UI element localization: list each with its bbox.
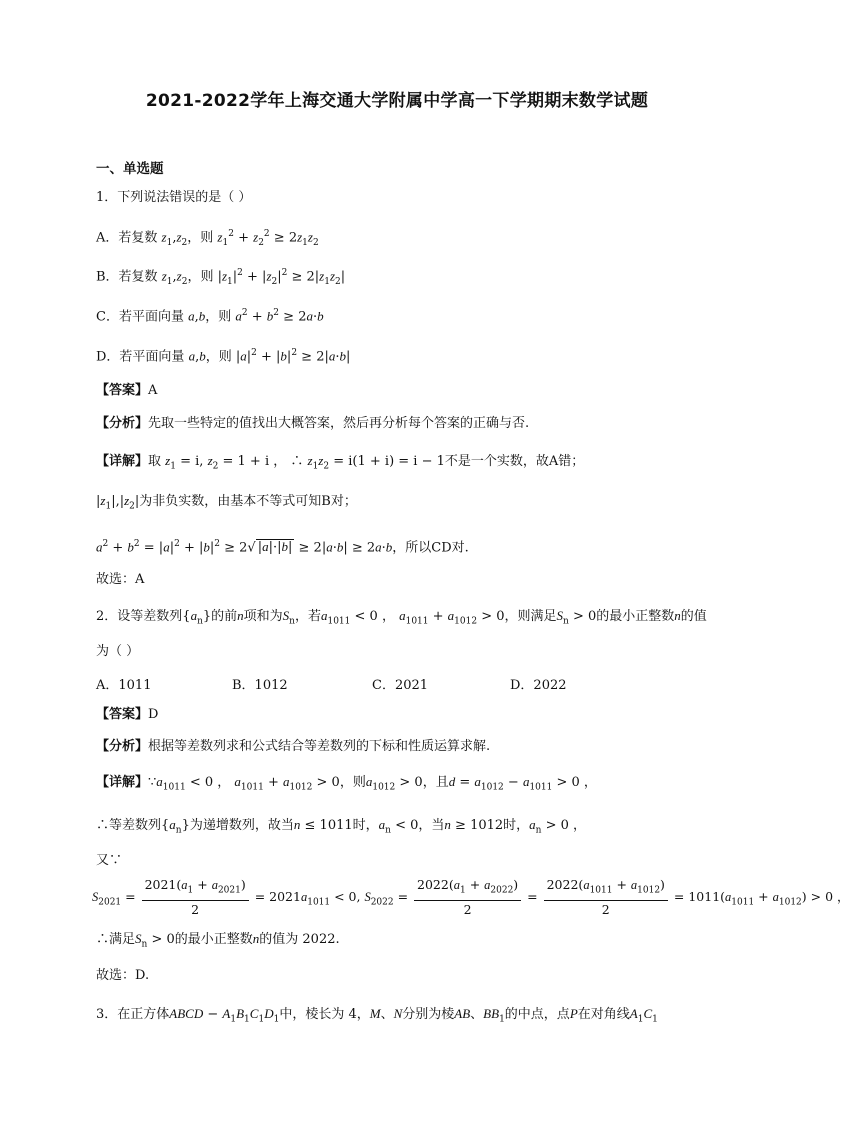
q3-stem: 3．在正方体ABCD − $A_1B_1C_1D_1$中，棱长为 4，M、N分别为棱AB、$BB_1$的中点，点P在对角线$A_1C_1$: [96, 1006, 658, 1025]
q2-stem: 2．设等差数列$\{a_n\}$的前n项和为$S_n$，若$a_{1011} < 0$ ， $a_{1011} + a_{1012} > 0$，则满足$S_n > 0$的最小正整数n的值: [96, 608, 707, 627]
q1-option-b: B．若复数 $z_1,z_2$，则 $|z_1|^2 + |z_2|^2 \ge 2|z_1z_2|$: [96, 268, 346, 287]
section-heading: 一、单选题: [96, 161, 164, 177]
page-title: 2021-2022学年上海交通大学附属中学高一下学期期末数学试题: [145, 91, 649, 111]
q1-answer: 【答案】A: [96, 383, 158, 398]
q2-option-d: D．2022: [510, 678, 567, 693]
q2-analysis: 【分析】根据等差数列求和公式结合等差数列的下标和性质运算求解.: [96, 739, 491, 754]
q1-detail-1: 【详解】取 $z_1 = i$, $z_2 = 1 + i$ ， ∴ $z_1z_2 = i(1 + i) = i - 1$不是一个实数，故A错；: [96, 453, 585, 472]
q2-conclusion: 故选：D.: [96, 968, 150, 983]
q1-conclusion: 故选：A: [96, 572, 145, 587]
q2-option-b: B．1012: [232, 678, 288, 693]
q1-analysis: 【分析】先取一些特定的值找出大概答案，然后再分析每个答案的正确与否.: [96, 416, 530, 431]
q1-option-c: C．若平面向量 a,b，则 $a^2 + b^2 \ge 2a\cdot b$: [96, 308, 324, 325]
q2-sum-formula: $S_{2021}$ = $\frac{2021(a_1 + a_{2021})}{2}$ = $2021a_{1011} < 0$, $S_{2022}$ = $\frac{2022(a_1 + a_{2022})}{2}$ = $\frac{2022(a_{1011} + a_{1012})}{2}$ = $1011(a_{1011} + a_{1012}) > 0$ ，: [92, 877, 850, 917]
q1-option-d: D．若平面向量 a,b，则 $|a|^2 + |b|^2 \ge 2|a\cdot b|$: [96, 348, 351, 365]
q2-detail-5: ∴满足$S_n > 0$的最小正整数n的值为 2022.: [96, 931, 340, 950]
q2-option-a: A．1011: [96, 678, 152, 693]
q2-detail-2: ∴等差数列$\{a_n\}$为递增数列，故当n ≤ 1011时，$a_n < 0$，当n ≥ 1012时，$a_n > 0$ ，: [96, 817, 587, 836]
q1-option-a: A．若复数 $z_1,z_2$，则 $z_1^2 + z_2^2 \ge 2z_1z_2$: [96, 229, 319, 248]
q2-stem-cont: 为（ ）: [96, 644, 140, 659]
q2-option-c: C．2021: [372, 678, 429, 693]
q1-stem: 1．下列说法错误的是（ ）: [96, 190, 252, 205]
q1-detail-3: $a^2 + b^2 = |a|^2 + |b|^2 \ge 2√$ |a|·|b| ≥ 2|a·b| ≥ 2a·b，所以CD对.: [96, 539, 469, 556]
q1-detail-2: $|z_1|,|z_2|$为非负实数，由基本不等式可知B对；: [96, 493, 357, 512]
q2-detail-1: 【详解】$\because a_{1011} < 0$ ， $a_{1011} + a_{1012} > 0$，则$a_{1012} > 0$，且$d = a_{1012} - a_{1011} > 0$ ，: [96, 774, 597, 793]
q2-answer: 【答案】D: [96, 707, 159, 722]
q2-detail-3: 又∵: [96, 853, 123, 868]
